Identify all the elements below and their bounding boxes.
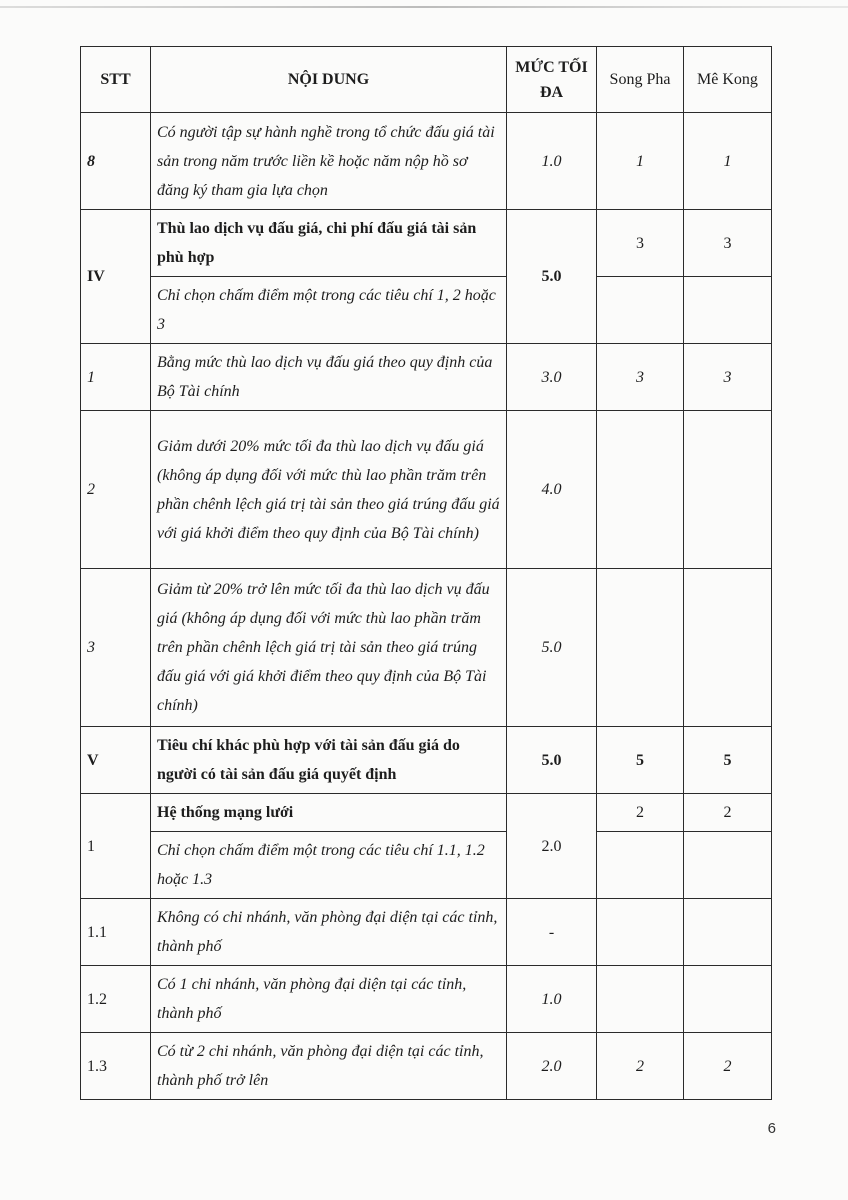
row-max: 2.0 [507,1033,597,1100]
row-song-pha-empty [597,832,684,899]
row-content: Có từ 2 chi nhánh, văn phòng đại diện tại các tỉnh, thành phố trở lên [151,1033,507,1100]
scan-edge-line [0,6,848,8]
row-stt: 1 [81,794,151,899]
table-row [81,344,772,411]
row-content: Có 1 chi nhánh, văn phòng đại diện tại các tỉnh, thành phố [151,966,507,1033]
row-max: 5.0 [507,727,597,794]
header-content: NỘI DUNG [151,47,507,113]
table-row [81,832,772,899]
row-me-kong [684,411,772,569]
header-row [81,47,772,113]
row-me-kong: 3 [684,344,772,411]
table-row [81,113,772,210]
row-song-pha [597,411,684,569]
table-row [81,899,772,966]
table-row [81,794,772,832]
row-song-pha [597,569,684,727]
row-me-kong [684,569,772,727]
scoring-table [80,46,772,1100]
row-song-pha: 3 [597,210,684,277]
row-stt: 3 [81,569,151,727]
row-content-title: Hệ thống mạng lưới [151,794,507,832]
row-content: Bằng mức thù lao dịch vụ đấu giá theo quy định của Bộ Tài chính [151,344,507,411]
page-number: 6 [767,1120,776,1137]
table-row [81,966,772,1033]
row-max: 3.0 [507,344,597,411]
row-max: 5.0 [507,210,597,344]
row-content: Có người tập sự hành nghề trong tổ chức đấu giá tài sản trong năm trước liền kề hoặc năm nộp hồ sơ đăng ký tham gia lựa chọn [151,113,507,210]
row-song-pha: 2 [597,1033,684,1100]
row-stt: 1.1 [81,899,151,966]
row-max: 1.0 [507,113,597,210]
row-stt: IV [81,210,151,344]
header-stt: STT [81,47,151,113]
row-stt: 2 [81,411,151,569]
header-me-kong: Mê Kong [684,47,772,113]
row-stt: 1.3 [81,1033,151,1100]
row-song-pha: 2 [597,794,684,832]
table-row [81,569,772,727]
row-stt: 1 [81,344,151,411]
table-row [81,411,772,569]
header-song-pha: Song Pha [597,47,684,113]
row-content-note: Chỉ chọn chấm điểm một trong các tiêu chí 1.1, 1.2 hoặc 1.3 [151,832,507,899]
row-content: Giảm dưới 20% mức tối đa thù lao dịch vụ đấu giá (không áp dụng đối với mức thù lao phần trăm trên phần chênh lệch giá trị tài sản theo giá trúng đấu giá với giá khởi điểm theo quy định của Bộ Tài chính) [151,411,507,569]
header-max: MỨC TỐI ĐA [507,47,597,113]
row-me-kong: 2 [684,794,772,832]
row-max: 5.0 [507,569,597,727]
row-max: 2.0 [507,794,597,899]
row-stt: 1.2 [81,966,151,1033]
row-stt: V [81,727,151,794]
row-me-kong-empty [684,277,772,344]
row-content: Giảm từ 20% trở lên mức tối đa thù lao dịch vụ đấu giá (không áp dụng đối với mức thù lao phần trăm trên phần chênh lệch giá trị tài sản theo giá trúng đấu giá với giá khởi điểm theo quy định của Bộ Tài chính) [151,569,507,727]
row-max: 4.0 [507,411,597,569]
row-content-note: Chỉ chọn chấm điểm một trong các tiêu chí 1, 2 hoặc 3 [151,277,507,344]
row-me-kong: 1 [684,113,772,210]
row-me-kong [684,899,772,966]
row-content-title: Thù lao dịch vụ đấu giá, chi phí đấu giá tài sản phù hợp [151,210,507,277]
row-content: Tiêu chí khác phù hợp với tài sản đấu giá do người có tài sản đấu giá quyết định [151,727,507,794]
row-stt: 8 [81,113,151,210]
row-me-kong-empty [684,832,772,899]
row-song-pha-empty [597,277,684,344]
row-song-pha [597,899,684,966]
row-song-pha: 5 [597,727,684,794]
row-me-kong: 3 [684,210,772,277]
row-me-kong: 5 [684,727,772,794]
table-row [81,277,772,344]
row-song-pha: 1 [597,113,684,210]
row-me-kong: 2 [684,1033,772,1100]
row-song-pha: 3 [597,344,684,411]
row-max: 1.0 [507,966,597,1033]
row-max: - [507,899,597,966]
table-row [81,1033,772,1100]
row-content: Không có chi nhánh, văn phòng đại diện tại các tỉnh, thành phố [151,899,507,966]
table-row [81,727,772,794]
row-me-kong [684,966,772,1033]
row-song-pha [597,966,684,1033]
table-row [81,210,772,277]
